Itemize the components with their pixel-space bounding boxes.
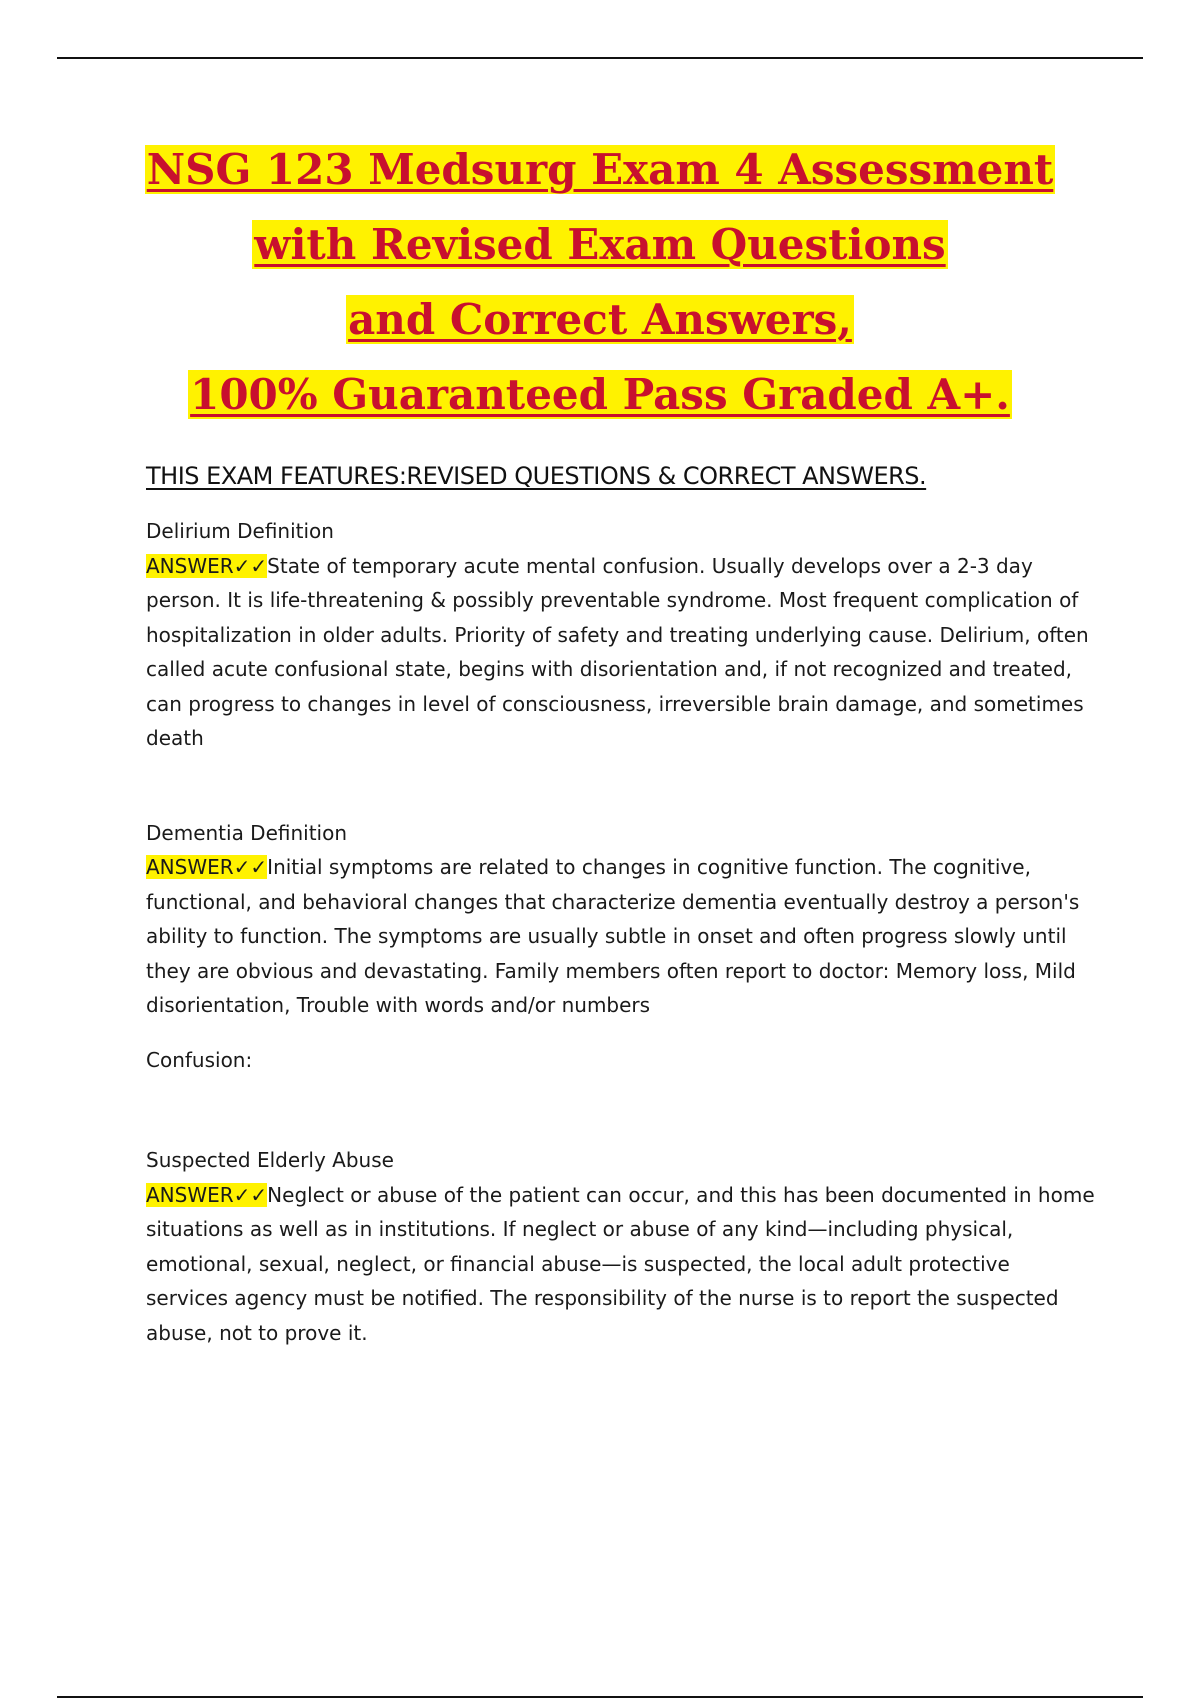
- qa-item-elderly-abuse: [146, 1143, 1096, 1350]
- bottom-rule: [57, 1696, 1143, 1698]
- answer-tag: ANSWER✓✓: [146, 855, 268, 879]
- answer-text: State of temporary acute mental confusion. Usually develops over a 2-3 day person. It is life-threatening & possibly preventable syndrome. Most frequent complication of hospitalization in older adults. Priority of safety and treating underlying cause. Delirium, often called acute confusional state, begins with disorientation and, if not recognized and treated, can progress to changes in level of consciousness, irreversible brain damage, and sometimes death: [146, 553, 1089, 750]
- document-body: [146, 462, 1096, 1350]
- question-text: Delirium Definition: [146, 519, 334, 543]
- answer-text: Initial symptoms are related to changes in cognitive function. The cognitive, functional, and behavioral changes that characterize dementia eventually destroy a person's ability to function. The symptoms are usually subtle in onset and often progress slowly until they are obvious and devastating. Family members often report to doctor: Memory loss, Mild disorientation, Trouble with words and/or numbers: [146, 855, 1080, 1017]
- title-line-3: and Correct Answers,: [348, 295, 852, 344]
- confusion-label: Confusion:: [146, 1047, 253, 1072]
- question-text: Dementia Definition: [146, 820, 348, 845]
- answer-paragraph: [146, 549, 1096, 756]
- title-line-1: NSG 123 Medsurg Exam 4 Assessment: [146, 145, 1054, 194]
- answer-text: Neglect or abuse of the patient can occur, and this has been documented in home situations as well as in institutions. If neglect or abuse of any kind—including physical, emotional, sexual, neglect, or financial abuse—is suspected, the local adult protective services agency must be notified. The responsibility of the nurse is to report the suspected abuse, not to prove it.: [146, 1182, 1095, 1345]
- qa-item-dementia: [146, 816, 1096, 1023]
- answer-tag: ANSWER✓✓: [146, 1182, 268, 1207]
- top-rule: [57, 57, 1143, 59]
- answer-tag: ANSWER✓✓: [146, 553, 268, 578]
- document-title: [57, 145, 1143, 445]
- answer-paragraph: [146, 1178, 1096, 1351]
- features-heading: THIS EXAM FEATURES:REVISED QUESTIONS & CORRECT ANSWERS.: [146, 462, 927, 490]
- qa-item-delirium: [146, 514, 1096, 756]
- title-line-4: 100% Guaranteed Pass Graded A+.: [190, 370, 1010, 419]
- title-line-2: with Revised Exam Questions: [254, 220, 946, 269]
- question-text: Suspected Elderly Abuse: [146, 1148, 394, 1172]
- answer-paragraph: [146, 850, 1096, 1023]
